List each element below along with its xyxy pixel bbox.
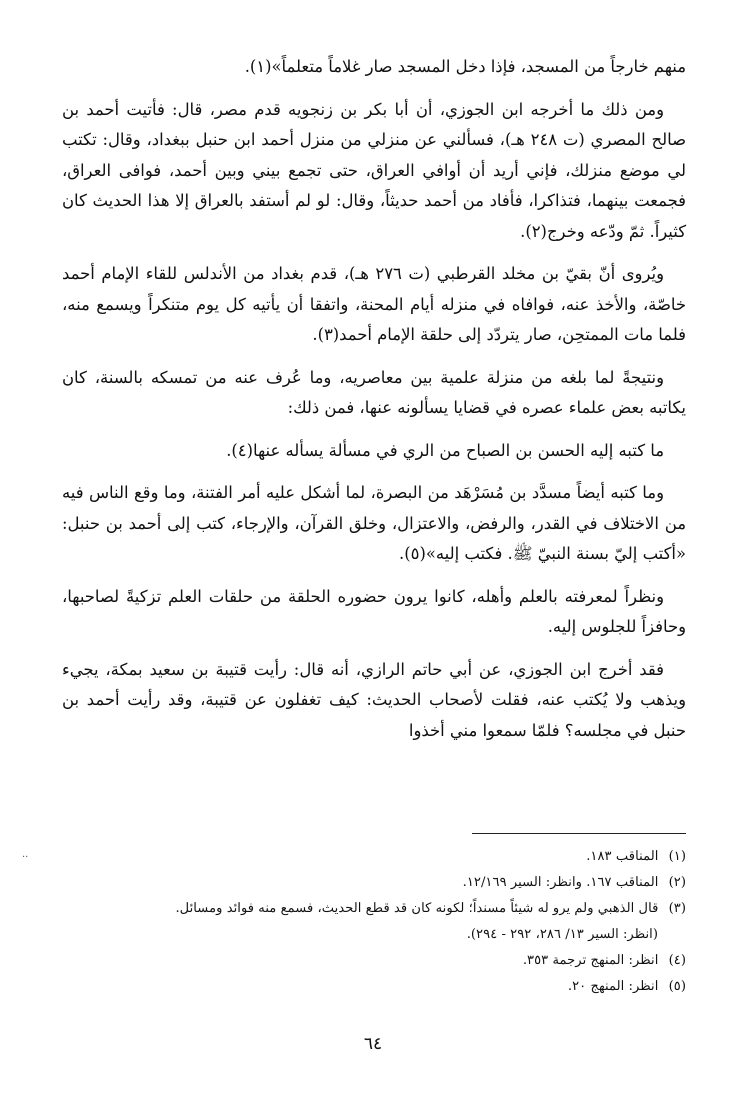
footnote-text: المناقب ١٦٧. وانظر: السير ١٢/١٦٩. (462, 875, 659, 890)
paragraph-4: ونتيجةً لما بلغه من منزلة علمية بين معاصريه، وما عُرف عنه من تمسكه بالسنة، كان يكاتبه بعض علماء عصره في قضايا يسألونه عنها، فمن ذلك: (62, 367, 686, 417)
footnote-text: المناقب ١٨٣. (586, 849, 659, 864)
paragraph-6: وما كتبه أيضاً مسدَّد بن مُسَرْهَد من البصرة، لما أشكل عليه أمر الفتنة، وما وقع الناس فيه من الاختلاف في القدر، والرفض، والاعتزال، وخلق القرآن، والإرجاء، كتب إلى أحمد بن حنبل: «أكتب إليّ بسنة النبيّ ﷺ. فكتب إليه»(٥). (62, 483, 686, 563)
footnote-4 (56, 948, 686, 974)
scan-speck: ·· (22, 852, 29, 863)
paragraph-2: ومن ذلك ما أخرجه ابن الجوزي، أن أبا بكر بن زنجويه قدم مصر، قال: فأتيت أحمد بن صالح المصري (ت ٢٤٨ هـ)، فسألني عن منزلي من منزل أحمد ابن حنبل ببغداد، وقال: تكتب لي موضع منزلك، فإني أريد أن أوافي العراق، حتى تجمع بيني وبين أحمد، فوافى العراق، فجمعت بينهما، فتذاكرا، فأفاد من أحمد حديثاً، وقال: لو لم أستفد بالعراق إلا هذا الحديث كان كثيراً. ثمّ ودّعه وخرج(٢). (62, 99, 686, 241)
footnote-number: (٤) (668, 953, 686, 968)
paragraph-1: منهم خارجاً من المسجد، فإذا دخل المسجد صار غلاماً متعلماً»(١). (244, 57, 686, 76)
footnote-text: قال الذهبي ولم يرو له شيئاً مسنداً؛ لكونه كان قد قطع الحديث، فسمع منه فوائد ومسائل. (175, 901, 659, 916)
paragraph-3: ويُروى أنّ بقيّ بن مخلد القرطبي (ت ٢٧٦ هـ)، قدم بغداد من الأندلس للقاء الإمام أحمد خاصّة، والأخذ عنه، فوافاه في منزله أيام المحنة، واتفقا أن يأتيه كل يوم متنكراً ويسمع منه، فلما مات الممتحِن، صار يتردّد إلى حلقة الإمام أحمد(٣). (62, 264, 686, 344)
footnote-text: انظر: المنهج ترجمة ٣٥٣. (522, 953, 659, 968)
footnote-3-continuation: (انظر: السير ١٣/ ٢٨٦، ٢٩٢ - ٢٩٤). (466, 927, 658, 942)
footnote-5 (56, 974, 686, 1000)
footnote-3 (56, 896, 686, 922)
footnote-number: (٣) (668, 901, 686, 916)
footnote-2 (56, 870, 686, 896)
paragraph-8: فقد أخرج ابن الجوزي، عن أبي حاتم الرازي، أنه قال: رأيت قتيبة بن سعيد بمكة، يجيء ويذهب ولا يُكتب عنه، فقلت لأصحاب الحديث: كيف تغفلون عن قتيبة، وقد رأيت أحمد بن حنبل في مجلسه؟ فلمّا سمعوا مني أخذوا (62, 659, 686, 740)
page-number: ٦٤ (363, 1034, 383, 1054)
paragraph-7: ونظراً لمعرفته بالعلم وأهله، كانوا يرون حضوره الحلقة من حلقات العلم تزكيةً لصاحبها، وحافزاً للجلوس إليه. (62, 586, 686, 636)
footnote-number: (١) (668, 849, 686, 864)
page-body (62, 52, 686, 758)
footnote-number: (٢) (668, 875, 686, 890)
footnotes (56, 844, 686, 1000)
footnote-number: (٥) (668, 979, 686, 994)
paragraph-5: ما كتبه إليه الحسن بن الصباح من الري في مسألة يسأله عنها(٤). (226, 440, 664, 460)
footnote-text: انظر: المنهج ٢٠. (567, 979, 659, 994)
footnote-divider (472, 833, 686, 834)
footnote-1 (56, 844, 686, 870)
